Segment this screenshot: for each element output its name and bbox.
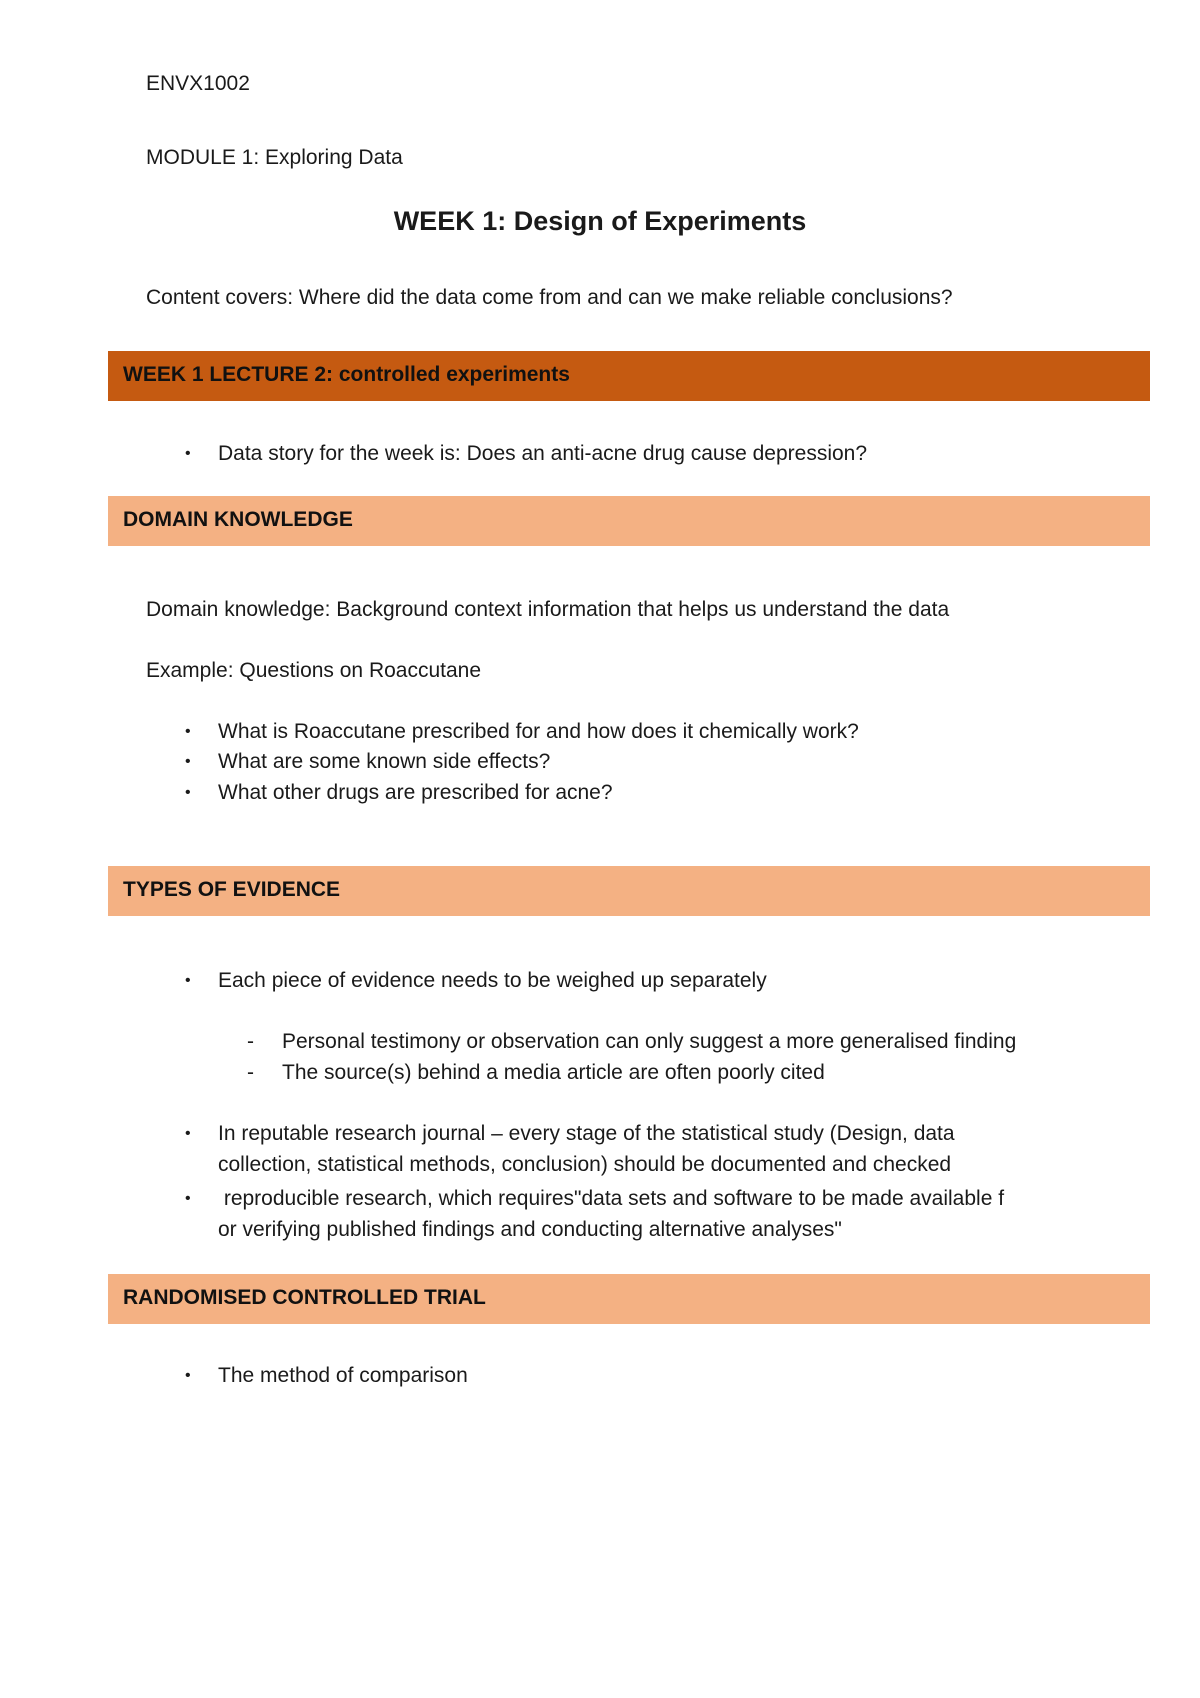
section-heading: RANDOMISED CONTROLLED TRIAL [123,1286,486,1309]
section-header-evidence [108,866,1150,916]
course-code: ENVX1002 [146,72,250,95]
sub-list-item: The source(s) behind a media article are often poorly cited [282,1061,825,1084]
bullet-icon: • [185,753,191,770]
bullet-icon: • [185,972,191,989]
list-item-line-2: or verifying published findings and conducting alternative analyses" [218,1218,842,1241]
list-item-line-1: reproducible research, which requires"data sets and software to be made available f [218,1187,1005,1210]
list-item: What other drugs are prescribed for acne? [218,781,613,804]
list-item: Data story for the week is: Does an anti-acne drug cause depression? [218,442,868,465]
dash-icon: - [247,1030,254,1053]
list-item: What is Roaccutane prescribed for and how does it chemically work? [218,720,859,743]
list-item: The method of comparison [218,1364,468,1387]
bullet-icon: • [185,445,191,462]
bullet-icon: • [185,1125,191,1142]
sub-list-item: Personal testimony or observation can only suggest a more generalised finding [282,1030,1017,1053]
section-header-domain [108,496,1150,546]
list-item-line-1: In reputable research journal – every stage of the statistical study (Design, data [218,1122,955,1145]
list-item: Each piece of evidence needs to be weighed up separately [218,969,767,992]
section-header-lecture [108,351,1150,401]
section-heading: WEEK 1 LECTURE 2: controlled experiments [123,363,570,386]
content-covers: Content covers: Where did the data come from and can we make reliable conclusions? [146,286,953,309]
list-item-line-2: collection, statistical methods, conclusion) should be documented and checked [218,1153,952,1176]
section-header-rct [108,1274,1150,1324]
module-label: MODULE 1: Exploring Data [146,146,403,169]
page-title: WEEK 1: Design of Experiments [393,206,807,236]
domain-definition: Domain knowledge: Background context information that helps us understand the data [146,598,950,621]
section-heading: TYPES OF EVIDENCE [123,878,341,901]
bullet-icon: • [185,723,191,740]
section-heading: DOMAIN KNOWLEDGE [123,508,353,531]
bullet-icon: • [185,784,191,801]
bullet-icon: • [185,1367,191,1384]
bullet-icon: • [185,1190,191,1207]
domain-example: Example: Questions on Roaccutane [146,659,482,682]
dash-icon: - [247,1061,254,1084]
list-item: What are some known side effects? [218,750,551,773]
